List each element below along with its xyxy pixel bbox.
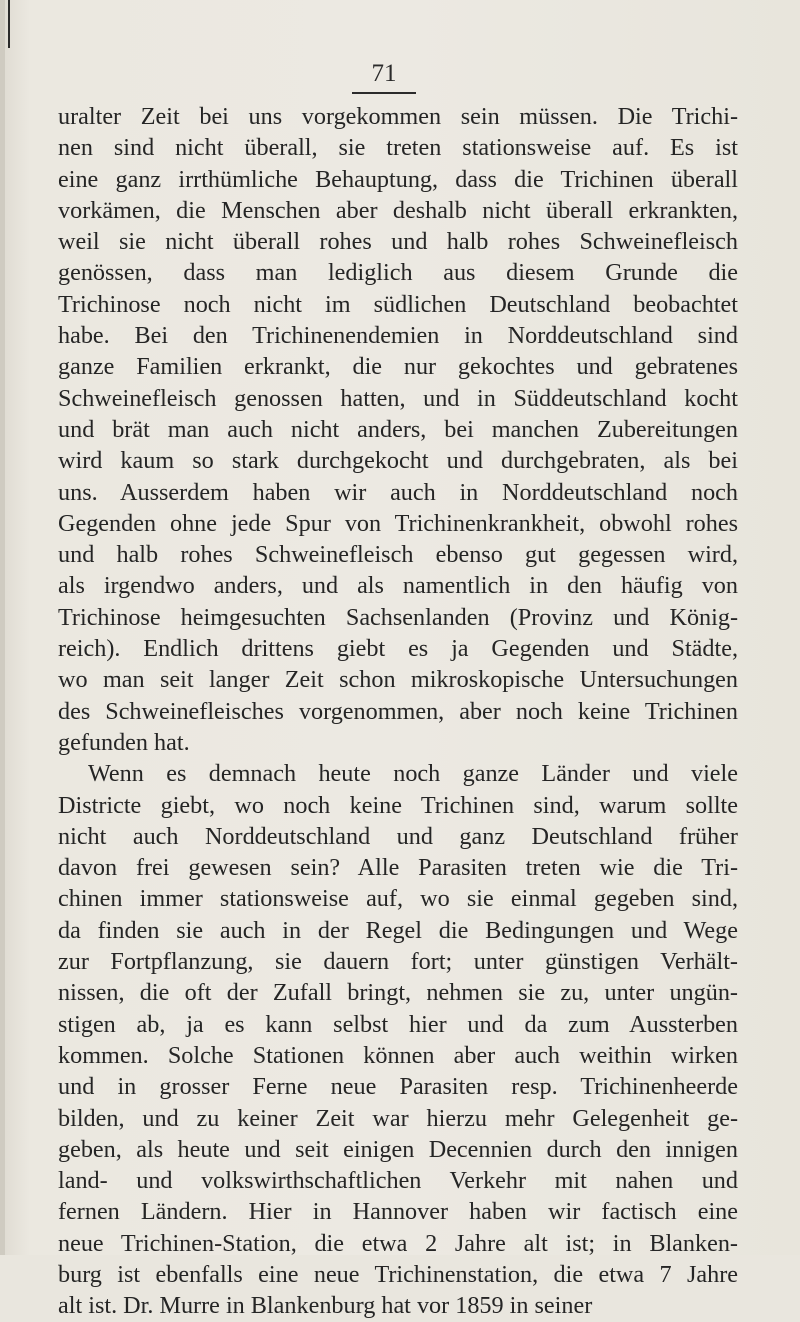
text-line: wird kaum so stark durchgekocht und durchgebraten, als bei bbox=[58, 447, 738, 475]
text-line: da finden sie auch in der Regel die Bedingungen und Wege bbox=[58, 916, 738, 944]
text-line-last: alt ist. Dr. Murre in Blankenburg hat vor 1859 in seiner bbox=[58, 1292, 593, 1320]
text-line: davon frei gewesen sein? Alle Parasiten treten wie die Tri- bbox=[58, 854, 738, 882]
page-edge-line bbox=[8, 0, 10, 48]
text-line-paragraph-start: Wenn es demnach heute noch ganze Länder und viele bbox=[88, 760, 738, 788]
text-line: Trichinose noch nicht im südlichen Deutschland beobachtet bbox=[58, 290, 738, 318]
text-line: und halb rohes Schweinefleisch ebenso gut gegessen wird, bbox=[58, 541, 738, 569]
page-number-rule bbox=[352, 92, 416, 94]
text-line: kommen. Solche Stationen können aber auch weithin wirken bbox=[58, 1041, 738, 1069]
text-line: Gegenden ohne jede Spur von Trichinenkrankheit, obwohl rohes bbox=[58, 509, 738, 537]
text-line: uns. Ausserdem haben wir auch in Norddeutschland noch bbox=[58, 478, 738, 506]
body-text bbox=[58, 101, 738, 1322]
text-line: fernen Ländern. Hier in Hannover haben wir factisch eine bbox=[58, 1198, 738, 1226]
text-line: als irgendwo anders, und als namentlich in den häufig von bbox=[58, 572, 738, 600]
text-line: zur Fortpflanzung, sie dauern fort; unter günstigen Verhält- bbox=[58, 948, 738, 976]
text-line: eine ganz irrthümliche Behauptung, dass die Trichinen überall bbox=[58, 165, 738, 193]
text-line: ganze Familien erkrankt, die nur gekochtes und gebratenes bbox=[58, 353, 738, 381]
text-line: habe. Bei den Trichinenendemien in Norddeutschland sind bbox=[58, 322, 738, 350]
text-line: nen sind nicht überall, sie treten stationsweise auf. Es ist bbox=[58, 134, 738, 162]
text-line: bilden, und zu keiner Zeit war hierzu mehr Gelegenheit ge- bbox=[58, 1104, 738, 1132]
text-line: land- und volkswirthschaftlichen Verkehr mit nahen und bbox=[58, 1167, 738, 1195]
text-line: nicht auch Norddeutschland und ganz Deutschland früher bbox=[58, 822, 738, 850]
text-line: stigen ab, ja es kann selbst hier und da zum Aussterben bbox=[58, 1010, 738, 1038]
text-line: chinen immer stationsweise auf, wo sie einmal gegeben sind, bbox=[58, 885, 738, 913]
text-line: Trichinose heimgesuchten Sachsenlanden (Provinz und König- bbox=[58, 603, 738, 631]
text-line: reich). Endlich drittens giebt es ja Gegenden und Städte, bbox=[58, 635, 738, 663]
text-line: weil sie nicht überall rohes und halb rohes Schweinefleisch bbox=[58, 228, 738, 256]
text-line: uralter Zeit bei uns vorgekommen sein müssen. Die Trichi- bbox=[58, 103, 738, 130]
text-line: geben, als heute und seit einigen Decennien durch den innigen bbox=[58, 1135, 738, 1163]
text-line: des Schweinefleisches vorgenommen, aber noch keine Trichinen bbox=[58, 697, 738, 725]
text-line: genössen, dass man lediglich aus diesem Grunde die bbox=[58, 259, 738, 287]
text-line: wo man seit langer Zeit schon mikroskopische Untersuchungen bbox=[58, 666, 738, 694]
text-line: Schweinefleisch genossen hatten, und in Süddeutschland kocht bbox=[58, 384, 738, 412]
text-line: neue Trichinen-Station, die etwa 2 Jahre alt ist; in Blanken- bbox=[58, 1229, 738, 1257]
text-line: und in grosser Ferne neue Parasiten resp. Trichinenheerde bbox=[58, 1073, 738, 1101]
text-line: vorkämen, die Menschen aber deshalb nicht überall erkrankten, bbox=[58, 196, 738, 224]
page-left-edge bbox=[0, 0, 5, 1255]
page-number: 71 bbox=[371, 60, 397, 87]
text-line: Districte giebt, wo noch keine Trichinen sind, warum sollte bbox=[58, 791, 738, 819]
text-line: burg ist ebenfalls eine neue Trichinenstation, die etwa 7 Jahre bbox=[58, 1260, 738, 1288]
text-line-paragraph-end: gefunden hat. bbox=[58, 728, 190, 756]
text-line: nissen, die oft der Zufall bringt, nehmen sie zu, unter ungün- bbox=[58, 979, 738, 1007]
text-line: und brät man auch nicht anders, bei manchen Zubereitungen bbox=[58, 415, 738, 443]
